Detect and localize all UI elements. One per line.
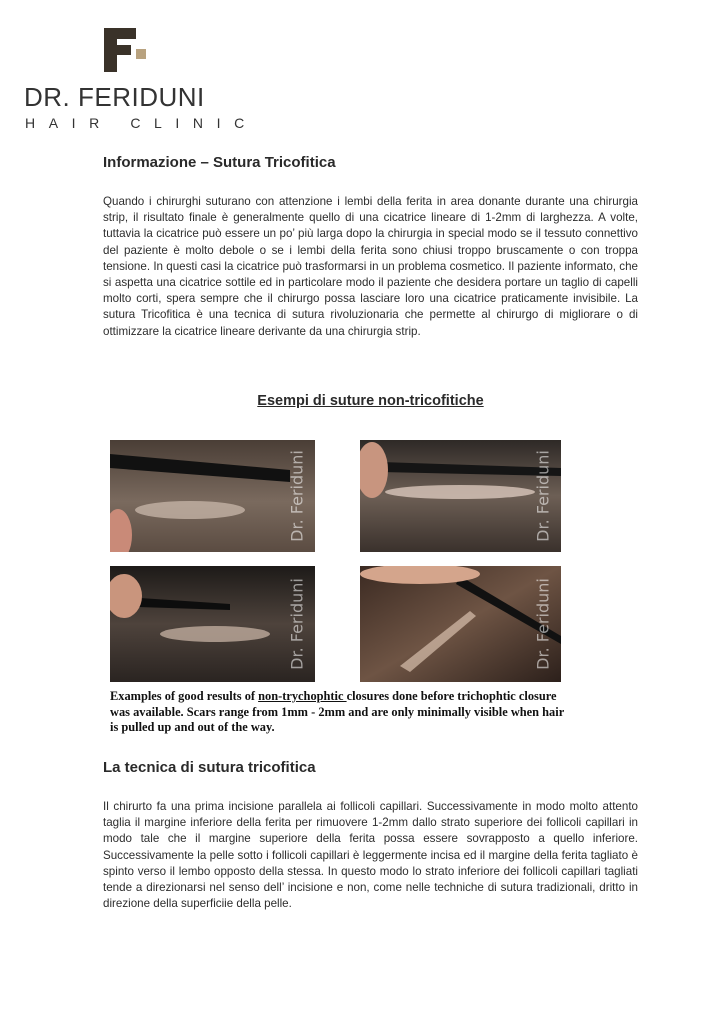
caption-underlined-term: non-trychophtic xyxy=(258,689,347,703)
caption-text-start: Examples of good results of xyxy=(110,689,259,703)
photo-watermark: Dr. Feriduni xyxy=(287,450,307,542)
section1-title: Informazione – Sutura Tricofitica xyxy=(103,154,336,171)
logo-mark-icon xyxy=(104,28,154,72)
photo-caption xyxy=(110,689,570,736)
example-photo-4 xyxy=(360,566,561,682)
clinic-subtitle: HAIR CLINIC xyxy=(25,115,258,131)
examples-title: Esempi di suture non-tricofitiche xyxy=(257,393,484,409)
photo-watermark: Dr. Feriduni xyxy=(533,578,553,670)
example-photo-2 xyxy=(360,440,561,552)
clinic-name: DR. FERIDUNI xyxy=(24,82,205,112)
section2-body: Il chirurto fa una prima incisione parallela ai follicoli capillari. Successivamente in modo molto attento taglia il margine inferiore della ferita per rimuovere 1-2mm dallo strato superiore dei follicoli capillari in modo tale che il margine superiore della ferita possa essere sovrapposto a quello inferiore. Successivamente la pelle sotto i follicoli capillari è leggermente incisa ed il margine della ferita tagliato è spinto verso il lembo opposto della stessa. In questo modo lo strato inferiore dei follicoli capillari tagliati tende a direzionarsi nel senso dell’ incisione e non, come nelle techniche di sutura tradizionali, dritto in direzione della superficiie della pelle. xyxy=(103,800,638,911)
section2-title: La tecnica di sutura tricofitica xyxy=(103,759,316,776)
photo-watermark: Dr. Feriduni xyxy=(533,450,553,542)
example-photo-3 xyxy=(110,566,315,682)
caption-text-end: closures done before trichophtic closure was available. Scars range from 1mm - 2mm and are only minimally visible when hair is pulled up and out of the way. xyxy=(110,689,564,734)
photo-watermark: Dr. Feriduni xyxy=(287,578,307,670)
example-photo-1 xyxy=(110,440,315,552)
section1-body: Quando i chirurghi suturano con attenzione i lembi della ferita in area donante durante una chirurgia strip, il risultato finale è generalmente quello di una cicatrice lineare di 1-2mm di larghezza. A volte, tuttavia la cicatrice può essere un po’ più larga dopo la chirurgia in special modo se il tessuto connettivo del paziente è molto debole o se i lembi della ferita sono chiusi troppo bruscamente o con troppa tensione. In questi casi la cicatrice può trasformarsi in un problema cosmetico. Il paziente informato, che si aspetta una cicatrice sottile ed in particolare modo il paziente che desidera portare un taglio di capelli molto corti, spera sempre che il chirurgo possa lasciare loro una cicatrice praticamente invisibile. La sutura Tricofitica è una tecnica di sutura rivoluzionaria che permette al chirurgo di migliorare o di ottimizzare la cicatrice lineare derivante da una chirurgia strip. xyxy=(103,195,638,338)
clinic-logo xyxy=(24,24,258,134)
